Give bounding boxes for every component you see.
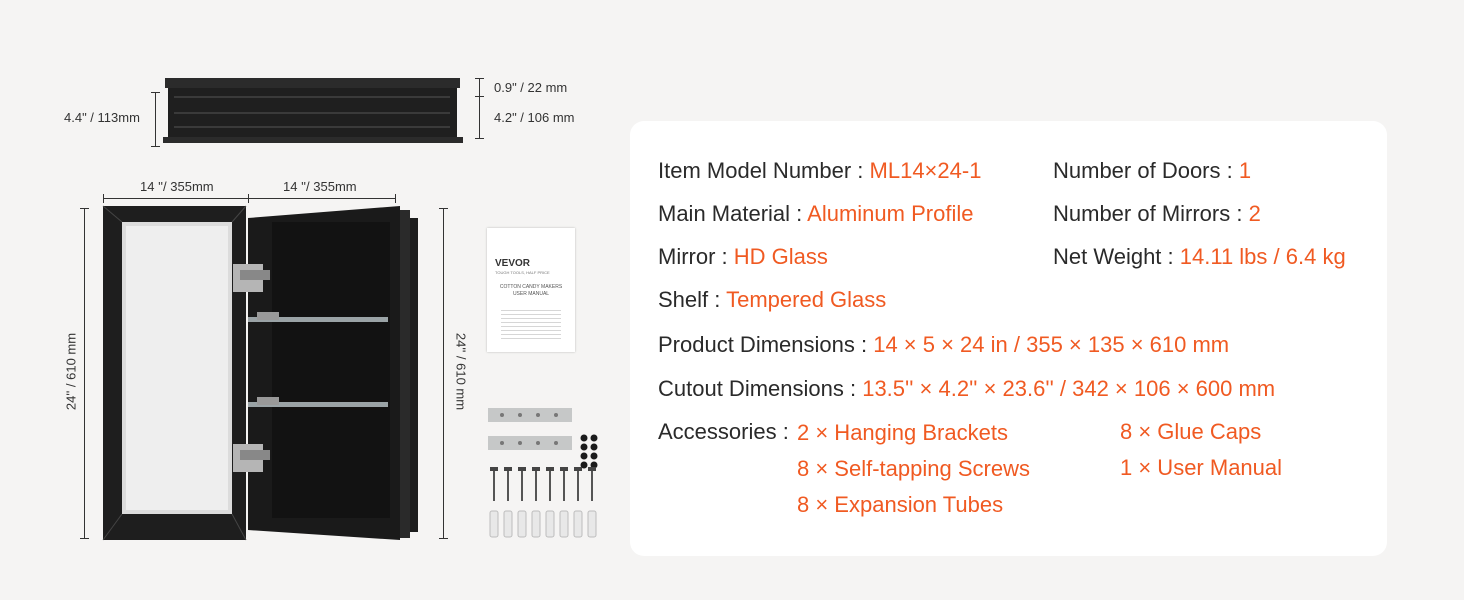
accessory-item: 1 × User Manual bbox=[1120, 455, 1283, 480]
spec-shelf-value: Tempered Glass bbox=[726, 287, 887, 312]
spec-cutout-dims-label: Cutout Dimensions : bbox=[658, 376, 863, 401]
spec-accessories-label: Accessories : bbox=[658, 419, 789, 444]
manual-title-2: USER MANUAL bbox=[512, 291, 550, 297]
spec-mirrors-label: Number of Mirrors : bbox=[1053, 201, 1249, 226]
spec-material bbox=[658, 201, 973, 227]
dim-body-depth: 4.2" / 106 mm bbox=[494, 110, 575, 125]
spec-model-label: Item Model Number : bbox=[658, 158, 870, 183]
spec-model-value: ML14×24-1 bbox=[869, 158, 982, 183]
dim-line-depth-right bbox=[479, 78, 480, 138]
dim-line-depth-total bbox=[155, 92, 156, 146]
accessory-item: 8 × Self-tapping Screws bbox=[797, 456, 1030, 481]
spec-card bbox=[630, 121, 1387, 556]
spec-mirrors-value: 2 bbox=[1248, 201, 1261, 226]
spec-material-value: Aluminum Profile bbox=[807, 201, 974, 226]
dim-body-width: 14 ''/ 355mm bbox=[283, 179, 357, 194]
spec-cutout-dims bbox=[658, 376, 1275, 402]
spec-mirror-value: HD Glass bbox=[733, 244, 828, 269]
spec-doors bbox=[1053, 158, 1251, 184]
spec-weight-value: 14.11 lbs / 6.4 kg bbox=[1179, 244, 1346, 269]
dim-door-width: 14 ''/ 355mm bbox=[140, 179, 214, 194]
accessory-item: 2 × Hanging Brackets bbox=[797, 420, 1008, 445]
spec-mirrors bbox=[1053, 201, 1261, 227]
spec-mirror bbox=[658, 244, 828, 270]
spec-mirror-label: Mirror : bbox=[658, 244, 734, 269]
spec-model bbox=[658, 158, 981, 184]
spec-product-dims-value: 14 × 5 × 24 in / 355 × 135 × 610 mm bbox=[873, 332, 1230, 357]
spec-shelf-label: Shelf : bbox=[658, 287, 727, 312]
hardware-drawing bbox=[486, 405, 606, 543]
accessory-item: 8 × Glue Caps bbox=[1120, 419, 1262, 444]
spec-product-dims bbox=[658, 332, 1229, 358]
dim-frame-depth: 0.9" / 22 mm bbox=[494, 80, 568, 95]
spec-cutout-dims-value: 13.5'' × 4.2'' × 23.6'' / 342 × 106 × 600 mm bbox=[862, 376, 1276, 401]
user-manual-image bbox=[487, 228, 575, 352]
top-view-drawing bbox=[160, 75, 465, 147]
spec-product-dims-label: Product Dimensions : bbox=[658, 332, 874, 357]
dim-line-width bbox=[103, 198, 395, 199]
spec-weight-label: Net Weight : bbox=[1053, 244, 1180, 269]
dim-line-height-right bbox=[443, 208, 444, 538]
manual-text-lines bbox=[501, 310, 561, 340]
dim-height-right: 24'' / 610 mm bbox=[453, 332, 469, 411]
manual-title-1: COTTON CANDY MAKERS bbox=[499, 284, 563, 290]
spec-doors-value: 1 bbox=[1238, 158, 1252, 183]
cabinet-drawing bbox=[100, 204, 430, 544]
dim-line-height-left bbox=[84, 208, 85, 538]
spec-shelf bbox=[658, 287, 886, 313]
accessory-item: 8 × Expansion Tubes bbox=[797, 492, 1004, 517]
manual-tagline: TOUGH TOOLS, HALF PRICE bbox=[495, 270, 550, 275]
spec-doors-label: Number of Doors : bbox=[1053, 158, 1239, 183]
dim-height-left: 24'' / 610 mm bbox=[63, 332, 79, 411]
spec-weight bbox=[1053, 244, 1346, 270]
spec-material-label: Main Material : bbox=[658, 201, 808, 226]
manual-brand: VEVOR bbox=[495, 258, 531, 269]
dim-depth-total: 4.4" / 113mm bbox=[64, 110, 140, 125]
